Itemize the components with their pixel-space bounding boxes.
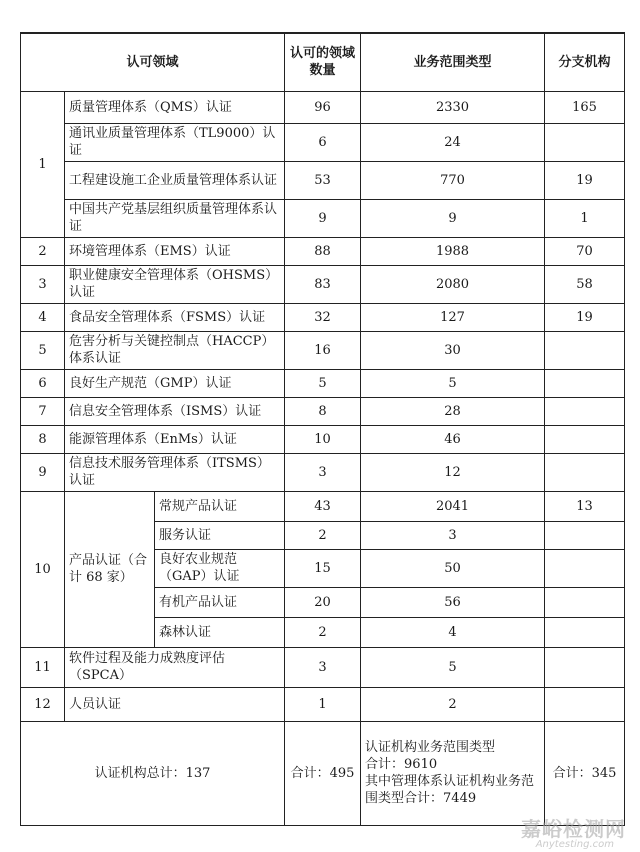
- field-count: 15: [285, 549, 361, 587]
- field-branch: [545, 549, 625, 587]
- field-name: 危害分析与关键控制点（HACCP）体系认证: [65, 331, 285, 369]
- field-name: 信息技术服务管理体系（ITSMS）认证: [65, 453, 285, 491]
- row-number: 1: [21, 91, 65, 237]
- field-branch: 13: [545, 491, 625, 521]
- field-scope: 24: [361, 123, 545, 161]
- field-branch: [545, 425, 625, 453]
- field-scope: 50: [361, 549, 545, 587]
- field-branch: [545, 331, 625, 369]
- field-count: 2: [285, 521, 361, 549]
- row-number: 7: [21, 397, 65, 425]
- field-name: 中国共产党基层组织质量管理体系认证: [65, 199, 285, 237]
- row-number: 11: [21, 647, 65, 687]
- watermark-url: Anytesting.com: [535, 839, 614, 850]
- row-number: 3: [21, 265, 65, 303]
- field-branch: [545, 453, 625, 491]
- field-name: 食品安全管理体系（FSMS）认证: [65, 303, 285, 331]
- header-field: 认可领域: [21, 33, 285, 91]
- field-name: 软件过程及能力成熟度评估（SPCA）: [65, 647, 285, 687]
- field-scope: 12: [361, 453, 545, 491]
- row-number: 6: [21, 369, 65, 397]
- header-branch: 分支机构: [545, 33, 625, 91]
- table-row: [21, 161, 625, 199]
- field-count: 10: [285, 425, 361, 453]
- field-branch: [545, 369, 625, 397]
- field-branch: [545, 397, 625, 425]
- field-branch: 19: [545, 161, 625, 199]
- field-count: 3: [285, 647, 361, 687]
- total-scope-line3: 其中管理体系认证机构业务范围类型合计：7449: [365, 774, 535, 806]
- field-branch: [545, 617, 625, 647]
- table-row: [21, 687, 625, 721]
- field-scope: 56: [361, 587, 545, 617]
- group-name: 产品认证（合计 68 家）: [65, 491, 155, 647]
- table-row: [21, 199, 625, 237]
- table-row: [21, 647, 625, 687]
- field-name: 能源管理体系（EnMs）认证: [65, 425, 285, 453]
- table-row: [21, 397, 625, 425]
- field-branch: 70: [545, 237, 625, 265]
- field-scope: 4: [361, 617, 545, 647]
- field-name: 工程建设施工企业质量管理体系认证: [65, 161, 285, 199]
- field-branch: [545, 647, 625, 687]
- field-scope: 3: [361, 521, 545, 549]
- table-row: [21, 369, 625, 397]
- field-scope: 2080: [361, 265, 545, 303]
- row-number: 5: [21, 331, 65, 369]
- field-branch: 165: [545, 91, 625, 123]
- field-branch: [545, 587, 625, 617]
- table-row: [21, 123, 625, 161]
- field-name: 良好农业规范（GAP）认证: [155, 549, 285, 587]
- field-count: 53: [285, 161, 361, 199]
- table-row: [21, 331, 625, 369]
- field-scope: 1988: [361, 237, 545, 265]
- field-count: 2: [285, 617, 361, 647]
- total-scope: [361, 721, 545, 825]
- table-row: [21, 265, 625, 303]
- field-scope: 46: [361, 425, 545, 453]
- total-scope-line2: 合计：9610: [365, 757, 438, 772]
- row-number: 9: [21, 453, 65, 491]
- header-scope: 业务范围类型: [361, 33, 545, 91]
- field-scope: 2: [361, 687, 545, 721]
- field-name: 良好生产规范（GMP）认证: [65, 369, 285, 397]
- field-name: 职业健康安全管理体系（OHSMS）认证: [65, 265, 285, 303]
- row-number: 8: [21, 425, 65, 453]
- table-row: [21, 491, 625, 521]
- accreditation-table: [20, 32, 625, 826]
- field-branch: [545, 687, 625, 721]
- field-name: 通讯业质量管理体系（TL9000）认证: [65, 123, 285, 161]
- field-name: 质量管理体系（QMS）认证: [65, 91, 285, 123]
- field-scope: 127: [361, 303, 545, 331]
- row-number: 12: [21, 687, 65, 721]
- field-name: 人员认证: [65, 687, 285, 721]
- header-count: 认可的领域数量: [285, 33, 361, 91]
- field-scope: 770: [361, 161, 545, 199]
- field-branch: 19: [545, 303, 625, 331]
- field-branch: 1: [545, 199, 625, 237]
- field-count: 96: [285, 91, 361, 123]
- field-branch: [545, 521, 625, 549]
- field-count: 9: [285, 199, 361, 237]
- field-scope: 30: [361, 331, 545, 369]
- field-count: 1: [285, 687, 361, 721]
- field-name: 服务认证: [155, 521, 285, 549]
- field-name: 常规产品认证: [155, 491, 285, 521]
- row-number: 10: [21, 491, 65, 647]
- field-count: 43: [285, 491, 361, 521]
- field-name: 信息安全管理体系（ISMS）认证: [65, 397, 285, 425]
- field-scope: 9: [361, 199, 545, 237]
- field-scope: 5: [361, 647, 545, 687]
- field-name: 环境管理体系（EMS）认证: [65, 237, 285, 265]
- table-row: [21, 237, 625, 265]
- field-scope: 2330: [361, 91, 545, 123]
- row-number: 4: [21, 303, 65, 331]
- total-orgs: 认证机构总计：137: [21, 721, 285, 825]
- field-scope: 5: [361, 369, 545, 397]
- field-count: 16: [285, 331, 361, 369]
- field-scope: 28: [361, 397, 545, 425]
- total-row: [21, 721, 625, 825]
- total-count: 合计：495: [285, 721, 361, 825]
- field-count: 8: [285, 397, 361, 425]
- field-count: 20: [285, 587, 361, 617]
- field-count: 83: [285, 265, 361, 303]
- field-name: 森林认证: [155, 617, 285, 647]
- field-count: 88: [285, 237, 361, 265]
- field-count: 32: [285, 303, 361, 331]
- field-count: 6: [285, 123, 361, 161]
- field-count: 5: [285, 369, 361, 397]
- watermark-logo: 嘉峪检测网: [521, 817, 626, 841]
- field-branch: 58: [545, 265, 625, 303]
- table-row: [21, 425, 625, 453]
- field-branch: [545, 123, 625, 161]
- header-row: [21, 33, 625, 91]
- table-row: [21, 303, 625, 331]
- field-count: 3: [285, 453, 361, 491]
- table-row: [21, 453, 625, 491]
- total-scope-line1: 认证机构业务范围类型: [365, 740, 496, 755]
- row-number: 2: [21, 237, 65, 265]
- field-name: 有机产品认证: [155, 587, 285, 617]
- field-scope: 2041: [361, 491, 545, 521]
- total-branch: 合计：345: [545, 721, 625, 825]
- table-row: [21, 91, 625, 123]
